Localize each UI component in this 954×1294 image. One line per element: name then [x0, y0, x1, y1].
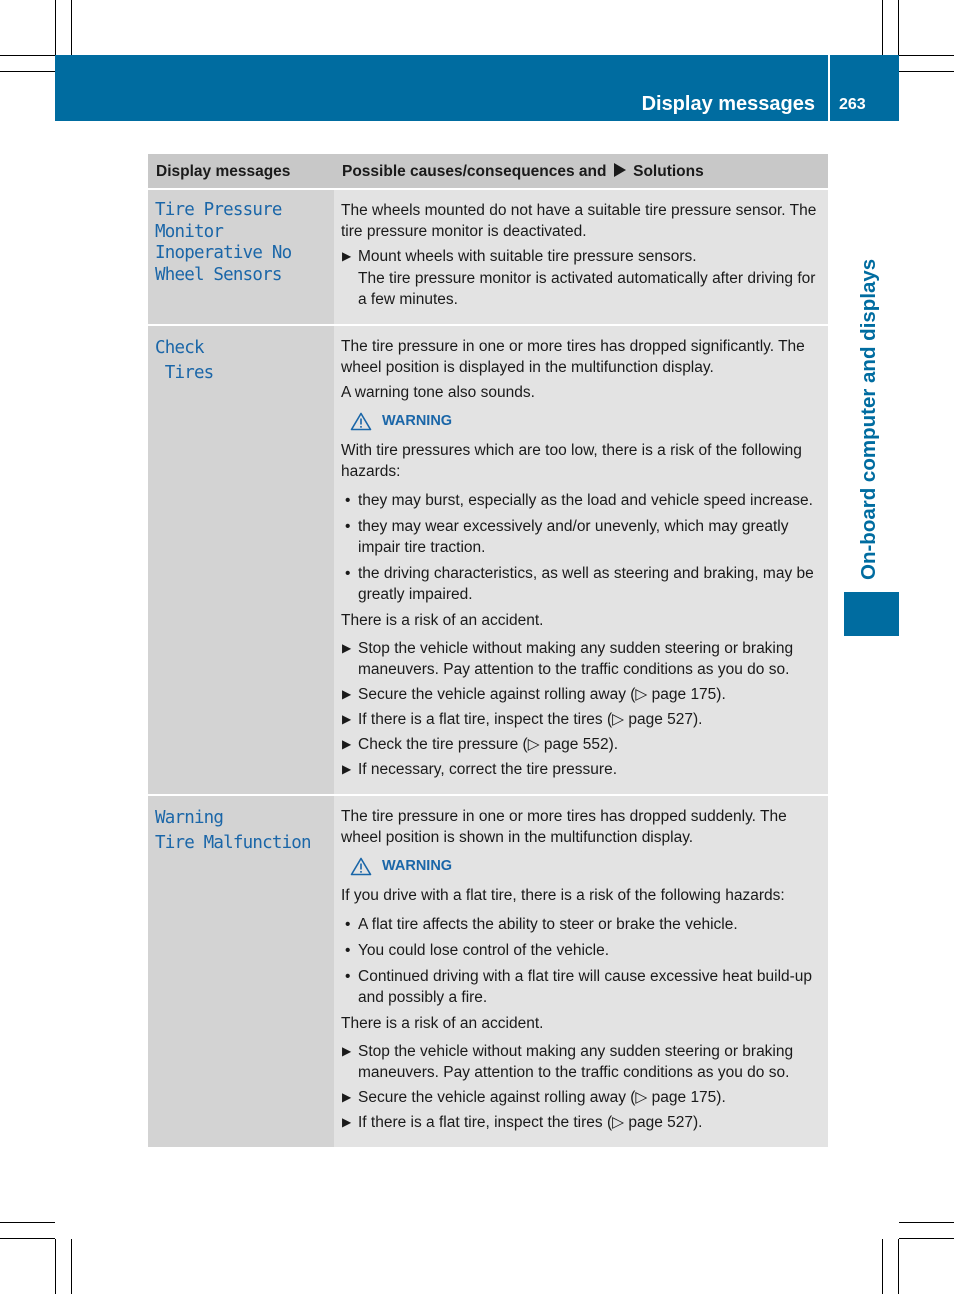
display-message-line: Tire Malfunction [155, 833, 311, 853]
step-note: The tire pressure monitor is activated automatically after driving for a few minutes. [358, 270, 816, 308]
action-arrow-icon: ▶ [342, 641, 352, 655]
display-message-line: Tires [155, 363, 214, 383]
warning-label: WARNING [382, 413, 453, 429]
crop-mark [899, 55, 954, 56]
crop-mark [0, 55, 55, 56]
action-arrow-icon: ▶ [342, 1115, 352, 1129]
crop-mark [899, 1238, 954, 1239]
cause-text: A warning tone also sounds. [341, 384, 535, 401]
action-step [341, 684, 821, 705]
table-header-row [148, 154, 828, 189]
table-row [148, 189, 828, 325]
action-step [341, 1087, 821, 1108]
warning-text: If you drive with a flat tire, there is a risk of the following hazards: [341, 887, 785, 904]
warning-text: With tire pressures which are too low, there is a risk of the following hazards: [341, 442, 802, 480]
bullet-icon: • [345, 916, 351, 933]
risk-text: There is a risk of an accident. [341, 612, 544, 629]
message-cell [148, 795, 334, 1147]
crop-mark [882, 1239, 883, 1294]
hazard-item [341, 940, 821, 961]
column-header-causes [334, 154, 828, 189]
hazard-item [341, 914, 821, 935]
action-arrow-icon: ▶ [342, 737, 352, 751]
action-step [341, 1041, 821, 1083]
action-step [341, 638, 821, 680]
hazard-text: they may wear excessively and/or unevenly, which may greatly impair tire traction. [358, 518, 789, 556]
bullet-icon: • [345, 492, 351, 509]
section-title: Display messages [641, 93, 815, 115]
cause-text: The tire pressure in one or more tires has dropped significantly. The wheel position is displayed in the multifunction display. [341, 338, 805, 376]
solution-cell [334, 189, 828, 325]
cause-text: The tire pressure in one or more tires has dropped suddenly. The wheel position is shown in the multifunction display. [341, 808, 787, 846]
display-message-line: Monitor [155, 221, 224, 242]
action-step [341, 246, 821, 310]
crop-mark [899, 71, 954, 72]
action-step-text: If there is a flat tire, inspect the tires (▷ page 527). [358, 711, 703, 728]
hazard-item [341, 490, 821, 511]
action-step [341, 734, 821, 755]
action-step-text: Secure the vehicle against rolling away (▷ page 175). [358, 1089, 726, 1106]
action-arrow-icon: ▶ [342, 712, 352, 726]
hazard-text: they may burst, especially as the load and vehicle speed increase. [358, 492, 813, 509]
crop-mark [71, 0, 72, 55]
page-number: 263 [839, 96, 866, 113]
display-message-line: Warning [155, 808, 224, 828]
crop-mark [55, 1239, 56, 1294]
action-step [341, 709, 821, 730]
hazard-text: the driving characteristics, as well as steering and braking, may be greatly impaired. [358, 565, 814, 603]
table-row [148, 325, 828, 795]
display-message-line: Tire Pressure [155, 200, 282, 220]
message-cell [148, 189, 334, 325]
display-messages-table [148, 154, 828, 1147]
table-row [148, 795, 828, 1147]
display-message-line: Wheel Sensors [155, 264, 282, 285]
hazard-item [341, 563, 821, 605]
chapter-tab [844, 592, 899, 636]
crop-mark [71, 1239, 72, 1294]
action-arrow-icon: ▶ [342, 1044, 352, 1058]
solution-cell [334, 325, 828, 795]
hazard-item [341, 966, 821, 1008]
message-cell [148, 325, 334, 795]
action-step-text: Mount wheels with suitable tire pressure sensors. [358, 248, 697, 265]
display-message-line: Check [155, 338, 204, 358]
cause-text: The wheels mounted do not have a suitable tire pressure sensor. The tire pressure monitor is deactivated. [341, 202, 817, 240]
action-step-text: Stop the vehicle without making any sudden steering or braking maneuvers. Pay attention to the traffic conditions as you do so. [358, 1043, 794, 1081]
bullet-icon: • [345, 942, 351, 959]
bullet-icon: • [345, 968, 351, 985]
crop-mark [0, 71, 55, 72]
warning-label: WARNING [382, 858, 453, 874]
warning-triangle-icon [350, 412, 372, 431]
column-header-solutions-text: Solutions [633, 163, 704, 180]
crop-mark [0, 1222, 55, 1223]
action-arrow-icon: ▶ [342, 1090, 352, 1104]
action-step-text: Secure the vehicle against rolling away (▷ page 175). [358, 686, 726, 703]
solution-cell [334, 795, 828, 1147]
arrow-right-icon [613, 163, 627, 177]
action-step-text: Stop the vehicle without making any sudden steering or braking maneuvers. Pay attention to the traffic conditions as you do so. [358, 640, 794, 678]
chapter-title: On-board computer and displays [857, 258, 880, 580]
column-header-causes-text: Possible causes/consequences and [342, 163, 607, 180]
risk-text: There is a risk of an accident. [341, 1015, 544, 1032]
header-divider [828, 55, 830, 121]
bullet-icon: • [345, 565, 351, 582]
warning-triangle-icon [350, 857, 372, 876]
page-header [55, 55, 899, 121]
action-step-text: If there is a flat tire, inspect the tires (▷ page 527). [358, 1114, 703, 1131]
hazard-text: A flat tire affects the ability to steer or brake the vehicle. [358, 916, 738, 933]
column-header-messages: Display messages [148, 154, 334, 189]
action-arrow-icon: ▶ [342, 687, 352, 701]
crop-mark [55, 0, 56, 55]
bullet-icon: • [345, 518, 351, 535]
action-step-text: Check the tire pressure (▷ page 552). [358, 736, 619, 753]
crop-mark [898, 0, 899, 55]
hazard-text: You could lose control of the vehicle. [358, 942, 610, 959]
hazard-text: Continued driving with a flat tire will cause excessive heat build-up and possibly a fire. [358, 968, 813, 1006]
action-step-text: If necessary, correct the tire pressure. [358, 761, 618, 778]
action-arrow-icon: ▶ [342, 762, 352, 776]
action-step [341, 1112, 821, 1133]
display-message-line: Inoperative No [155, 243, 292, 263]
crop-mark [882, 0, 883, 55]
crop-mark [899, 1222, 954, 1223]
warning-heading [350, 856, 821, 877]
hazard-item [341, 516, 821, 558]
warning-heading [350, 411, 821, 432]
action-step [341, 759, 821, 780]
action-arrow-icon: ▶ [342, 249, 352, 263]
crop-mark [898, 1239, 899, 1294]
crop-mark [0, 1238, 55, 1239]
